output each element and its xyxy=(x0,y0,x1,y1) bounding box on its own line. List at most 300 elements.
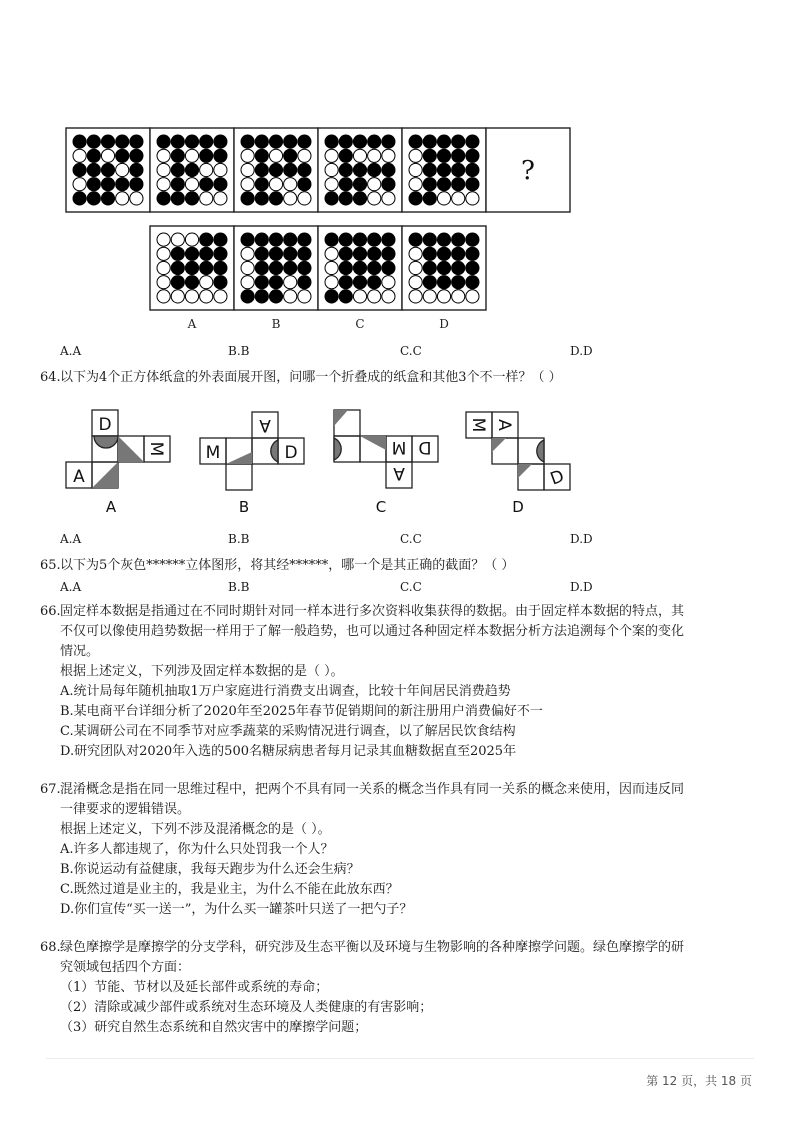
white-dot xyxy=(214,192,227,205)
white-dot xyxy=(325,276,338,289)
black-dot xyxy=(452,233,465,246)
black-dot xyxy=(116,135,129,148)
white-dot xyxy=(368,178,381,191)
answer-panel xyxy=(234,226,318,310)
black-dot xyxy=(325,135,338,148)
black-dot xyxy=(437,247,450,260)
black-dot xyxy=(437,163,450,176)
black-dot xyxy=(269,261,282,274)
black-dot xyxy=(130,149,143,162)
black-dot xyxy=(130,178,143,191)
black-dot xyxy=(409,135,422,148)
black-dot xyxy=(269,163,282,176)
black-dot xyxy=(382,261,395,274)
black-dot xyxy=(255,233,268,246)
list-item: （3）研究自然生态系统和自然灾害中的摩擦学问题； xyxy=(60,1020,368,1035)
answer-panel xyxy=(318,226,402,310)
black-dot xyxy=(452,135,465,148)
option-a[interactable]: A.A xyxy=(60,344,82,358)
black-dot xyxy=(437,178,450,191)
white-dot xyxy=(157,233,170,246)
black-dot xyxy=(437,135,450,148)
black-dot xyxy=(73,192,86,205)
black-dot xyxy=(214,233,227,246)
black-dot xyxy=(339,261,352,274)
option-c[interactable]: C.C xyxy=(400,344,422,358)
black-dot xyxy=(353,192,366,205)
option-a[interactable]: A.A xyxy=(60,580,82,594)
face-letter-m: M xyxy=(146,441,166,457)
black-dot xyxy=(298,233,311,246)
black-dot xyxy=(466,261,479,274)
face-letter-m: M xyxy=(468,417,488,433)
face-letter-d: D xyxy=(98,415,112,435)
option-b[interactable]: B.B xyxy=(228,344,250,358)
white-dot xyxy=(116,192,129,205)
black-dot xyxy=(353,233,366,246)
black-dot xyxy=(353,178,366,191)
black-dot xyxy=(298,135,311,148)
black-dot xyxy=(284,163,297,176)
black-dot xyxy=(171,261,184,274)
question-number: 65. xyxy=(40,558,61,573)
question-text: 以下为5个灰色******立体图形，将其经******，哪一个是其正确的截面？（ ） xyxy=(60,558,515,573)
white-dot xyxy=(185,290,198,303)
white-dot xyxy=(185,233,198,246)
black-dot xyxy=(87,163,100,176)
black-dot xyxy=(284,149,297,162)
black-dot xyxy=(130,163,143,176)
black-dot xyxy=(339,163,352,176)
black-dot xyxy=(368,135,381,148)
black-dot xyxy=(214,276,227,289)
white-dot xyxy=(368,290,381,303)
white-dot xyxy=(409,178,422,191)
question-68 xyxy=(40,938,756,1038)
white-dot xyxy=(157,149,170,162)
white-dot xyxy=(116,163,129,176)
white-dot xyxy=(325,163,338,176)
question-prompt: 根据上述定义，下列涉及固定样本数据的是（ ）。 xyxy=(60,664,344,679)
list-item: （2）清除或减少部件或系统对生态环境及人类健康的有害影响； xyxy=(60,1000,433,1015)
black-dot xyxy=(200,247,213,260)
black-dot xyxy=(157,135,170,148)
black-dot xyxy=(466,135,479,148)
white-dot xyxy=(325,178,338,191)
question-64 xyxy=(40,368,756,388)
option-a[interactable]: A.A xyxy=(60,532,82,546)
face-letter-d: D xyxy=(547,466,567,490)
black-dot xyxy=(269,276,282,289)
q65-options xyxy=(60,580,760,598)
white-dot xyxy=(73,149,86,162)
black-dot xyxy=(339,247,352,260)
option-c[interactable]: C.C xyxy=(400,580,422,594)
option-d[interactable]: D.D xyxy=(570,344,593,358)
black-dot xyxy=(87,178,100,191)
white-dot xyxy=(241,276,254,289)
white-dot xyxy=(382,290,395,303)
black-dot xyxy=(87,192,100,205)
white-dot xyxy=(452,290,465,303)
black-dot xyxy=(200,178,213,191)
question-number: 66. xyxy=(40,604,61,619)
cube-nets-figure xyxy=(60,402,580,522)
net-label-c: C xyxy=(375,498,387,516)
face-letter-d: D xyxy=(284,443,298,463)
black-dot xyxy=(171,149,184,162)
black-dot xyxy=(171,178,184,191)
black-dot xyxy=(466,163,479,176)
question-prompt: 根据上述定义，下列不涉及混淆概念的是（ ）。 xyxy=(60,822,331,837)
black-dot xyxy=(171,135,184,148)
white-dot xyxy=(298,192,311,205)
white-dot xyxy=(214,163,227,176)
black-dot xyxy=(382,247,395,260)
black-dot xyxy=(200,135,213,148)
black-dot xyxy=(157,192,170,205)
black-dot xyxy=(185,135,198,148)
black-dot xyxy=(214,247,227,260)
black-dot xyxy=(382,233,395,246)
black-dot xyxy=(368,233,381,246)
sequence-panel xyxy=(402,128,486,212)
white-dot xyxy=(157,247,170,260)
black-dot xyxy=(87,135,100,148)
white-dot xyxy=(284,192,297,205)
black-dot xyxy=(382,163,395,176)
black-dot xyxy=(241,290,254,303)
black-dot xyxy=(325,192,338,205)
black-dot xyxy=(101,192,114,205)
answer-label: A xyxy=(187,317,197,331)
black-dot xyxy=(423,247,436,260)
black-dot xyxy=(200,261,213,274)
black-dot xyxy=(214,261,227,274)
black-dot xyxy=(185,163,198,176)
white-dot xyxy=(241,247,254,260)
black-dot xyxy=(116,178,129,191)
black-dot xyxy=(437,233,450,246)
black-dot xyxy=(409,233,422,246)
answer-label: C xyxy=(355,317,365,331)
choice-a[interactable]: A.许多人都违规了，你为什么只处罚我一个人？ xyxy=(60,842,334,857)
black-dot xyxy=(368,276,381,289)
net-label-a: A xyxy=(105,498,117,516)
black-dot xyxy=(101,178,114,191)
black-dot xyxy=(452,247,465,260)
question-text xyxy=(60,780,756,920)
text-line: 固定样本数据是指通过在不同时期针对同一样本进行多次资料收集获得的数据。由于固定样本数据的特点，其 xyxy=(60,604,685,619)
black-dot xyxy=(214,149,227,162)
black-dot xyxy=(241,135,254,148)
black-dot xyxy=(255,178,268,191)
white-dot xyxy=(101,149,114,162)
white-dot xyxy=(185,149,198,162)
black-dot xyxy=(452,178,465,191)
white-dot xyxy=(73,178,86,191)
black-dot xyxy=(298,261,311,274)
black-dot xyxy=(353,135,366,148)
black-dot xyxy=(423,276,436,289)
black-dot xyxy=(255,247,268,260)
question-number: 67. xyxy=(40,782,61,797)
black-dot xyxy=(452,261,465,274)
black-dot xyxy=(269,233,282,246)
face-letter-d: D xyxy=(418,437,432,457)
black-dot xyxy=(368,163,381,176)
white-dot xyxy=(423,290,436,303)
question-panel xyxy=(486,128,570,212)
black-dot xyxy=(325,233,338,246)
white-dot xyxy=(409,247,422,260)
question-text xyxy=(60,602,756,762)
black-dot xyxy=(339,233,352,246)
black-dot xyxy=(255,261,268,274)
black-dot xyxy=(452,163,465,176)
white-dot xyxy=(368,149,381,162)
black-dot xyxy=(298,178,311,191)
black-dot xyxy=(382,178,395,191)
white-dot xyxy=(284,276,297,289)
black-dot xyxy=(241,192,254,205)
black-dot xyxy=(185,276,198,289)
black-dot xyxy=(73,135,86,148)
white-dot xyxy=(452,192,465,205)
black-dot xyxy=(214,178,227,191)
white-dot xyxy=(466,192,479,205)
white-dot xyxy=(368,192,381,205)
white-dot xyxy=(298,149,311,162)
sequence-panel xyxy=(150,128,234,212)
white-dot xyxy=(382,149,395,162)
white-dot xyxy=(284,178,297,191)
white-dot xyxy=(325,261,338,274)
black-dot xyxy=(241,233,254,246)
choice-c[interactable]: C.某调研公司在不同季节对应季蔬菜的采购情况进行调查，以了解居民饮食结构 xyxy=(60,724,516,739)
black-dot xyxy=(368,247,381,260)
option-d[interactable]: D.D xyxy=(570,580,593,594)
white-dot xyxy=(200,163,213,176)
text-line: 混淆概念是指在同一思维过程中，把两个不具有同一关系的概念当作具有同一关系的概念来使用，因而违反同 xyxy=(60,782,685,797)
black-dot xyxy=(185,192,198,205)
black-dot xyxy=(423,261,436,274)
black-dot xyxy=(339,178,352,191)
white-dot xyxy=(200,276,213,289)
black-dot xyxy=(269,192,282,205)
black-dot xyxy=(284,233,297,246)
face-letter-a: A xyxy=(259,415,271,435)
black-dot xyxy=(353,276,366,289)
black-dot xyxy=(200,149,213,162)
text-line: 究领域包括四个方面： xyxy=(60,960,191,975)
white-dot xyxy=(409,163,422,176)
white-dot xyxy=(130,192,143,205)
white-dot xyxy=(298,290,311,303)
white-dot xyxy=(241,149,254,162)
white-dot xyxy=(269,149,282,162)
list-item: （1）节能、节材以及延长部件或系统的寿命； xyxy=(60,980,329,995)
answer-label: D xyxy=(439,317,449,331)
white-dot xyxy=(409,149,422,162)
sequence-panel xyxy=(318,128,402,212)
black-dot xyxy=(284,247,297,260)
answer-panel xyxy=(150,226,234,310)
answer-panel xyxy=(402,226,486,310)
question-65 xyxy=(40,556,756,576)
black-dot xyxy=(269,135,282,148)
black-dot xyxy=(353,261,366,274)
white-dot xyxy=(353,290,366,303)
white-dot xyxy=(437,290,450,303)
black-dot xyxy=(298,247,311,260)
black-dot xyxy=(255,276,268,289)
black-dot xyxy=(423,135,436,148)
choice-c[interactable]: C.既然过道是业主的，我是业主，为什么不能在此放东西？ xyxy=(60,882,399,897)
choice-b[interactable]: B.你说运动有益健康，我每天跑步为什么还会生病？ xyxy=(60,862,360,877)
black-dot xyxy=(171,247,184,260)
black-dot xyxy=(73,163,86,176)
white-dot xyxy=(157,163,170,176)
q64-options xyxy=(60,532,760,550)
black-dot xyxy=(423,192,436,205)
white-dot xyxy=(200,192,213,205)
black-dot xyxy=(298,163,311,176)
option-b[interactable]: B.B xyxy=(228,580,250,594)
black-dot xyxy=(437,149,450,162)
footer-divider xyxy=(46,1058,754,1059)
black-dot xyxy=(382,135,395,148)
black-dot xyxy=(171,163,184,176)
white-dot xyxy=(200,290,213,303)
black-dot xyxy=(255,149,268,162)
black-dot xyxy=(298,276,311,289)
black-dot xyxy=(269,290,282,303)
choice-d[interactable]: D.你们宣传“买一送一”，为什么买一罐茶叶只送了一把勺子？ xyxy=(60,902,413,917)
black-dot xyxy=(255,135,268,148)
black-dot xyxy=(116,149,129,162)
white-dot xyxy=(269,178,282,191)
white-dot xyxy=(157,178,170,191)
white-dot xyxy=(466,290,479,303)
black-dot xyxy=(466,276,479,289)
face-letter-a: A xyxy=(494,419,514,431)
black-dot xyxy=(423,233,436,246)
black-dot xyxy=(214,135,227,148)
option-d[interactable]: D.D xyxy=(570,532,593,546)
choice-d[interactable]: D.研究团队对2020年入选的500名糖尿病患者每月记录其血糖数据直至2025年 xyxy=(60,744,517,759)
white-dot xyxy=(353,149,366,162)
white-dot xyxy=(171,290,184,303)
white-dot xyxy=(157,261,170,274)
white-dot xyxy=(214,290,227,303)
black-dot xyxy=(255,290,268,303)
black-dot xyxy=(101,163,114,176)
option-b[interactable]: B.B xyxy=(228,532,250,546)
black-dot xyxy=(200,233,213,246)
answer-label: B xyxy=(271,317,281,331)
black-dot xyxy=(339,135,352,148)
black-dot xyxy=(87,149,100,162)
black-dot xyxy=(368,261,381,274)
sequence-panel xyxy=(66,128,150,212)
question-text xyxy=(60,938,756,1038)
black-dot xyxy=(101,135,114,148)
black-dot xyxy=(339,276,352,289)
black-dot xyxy=(409,192,422,205)
black-dot xyxy=(339,290,352,303)
white-dot xyxy=(241,178,254,191)
face-letter-a: A xyxy=(393,463,405,483)
white-dot xyxy=(409,290,422,303)
question-number: 64. xyxy=(40,370,61,385)
page-number: 第 12 页，共 18 页 xyxy=(646,1074,752,1088)
choice-a[interactable]: A.统计局每年随机抽取1万户家庭进行消费支出调查，比较十年间居民消费趋势 xyxy=(60,684,511,699)
white-dot xyxy=(382,276,395,289)
black-dot xyxy=(353,163,366,176)
white-dot xyxy=(284,290,297,303)
black-dot xyxy=(269,247,282,260)
black-dot xyxy=(437,276,450,289)
text-line: 不仅可以像使用趋势数据一样用于了解一般趋势，也可以通过各种固定样本数据分析方法追溯每个个案的变化 xyxy=(60,624,685,639)
text-line: 情况。 xyxy=(60,644,100,659)
black-dot xyxy=(130,135,143,148)
face-letter-a: A xyxy=(73,467,85,487)
black-dot xyxy=(423,178,436,191)
text-line: 一律要求的逻辑错误。 xyxy=(60,802,191,817)
black-dot xyxy=(437,261,450,274)
question-mark: ? xyxy=(521,156,535,186)
option-c[interactable]: C.C xyxy=(400,532,422,546)
black-dot xyxy=(339,149,352,162)
white-dot xyxy=(241,163,254,176)
white-dot xyxy=(157,290,170,303)
white-dot xyxy=(409,261,422,274)
question-text: 以下为4个正方体纸盒的外表面展开图，问哪一个折叠成的纸盒和其他3个不一样？（ ） xyxy=(60,370,562,385)
black-dot xyxy=(171,192,184,205)
net-label-d: D xyxy=(512,498,524,516)
dot-matrix-puzzle-figure xyxy=(60,122,580,331)
text-line: 绿色摩擦学是摩擦学的分支学科，研究涉及生态平衡以及环境与生物影响的各种摩擦学问题。绿色摩擦学的研 xyxy=(60,940,685,955)
black-dot xyxy=(325,290,338,303)
white-dot xyxy=(241,261,254,274)
white-dot xyxy=(325,149,338,162)
black-dot xyxy=(255,163,268,176)
choice-b[interactable]: B.某电商平台详细分析了2020年至2025年春节促销期间的新注册用户消费偏好不一 xyxy=(60,704,543,719)
face-letter-m: M xyxy=(205,443,221,463)
black-dot xyxy=(185,261,198,274)
black-dot xyxy=(466,233,479,246)
face-letter-m: M xyxy=(391,437,407,457)
question-67 xyxy=(40,780,756,920)
net-label-b: B xyxy=(238,498,250,516)
black-dot xyxy=(466,247,479,260)
black-dot xyxy=(185,247,198,260)
black-dot xyxy=(171,276,184,289)
sequence-panel xyxy=(234,128,318,212)
white-dot xyxy=(185,178,198,191)
black-dot xyxy=(255,192,268,205)
black-dot xyxy=(466,178,479,191)
black-dot xyxy=(339,192,352,205)
black-dot xyxy=(423,149,436,162)
white-dot xyxy=(325,247,338,260)
black-dot xyxy=(452,149,465,162)
black-dot xyxy=(452,276,465,289)
question-number: 68. xyxy=(40,940,61,955)
white-dot xyxy=(382,192,395,205)
white-dot xyxy=(409,276,422,289)
